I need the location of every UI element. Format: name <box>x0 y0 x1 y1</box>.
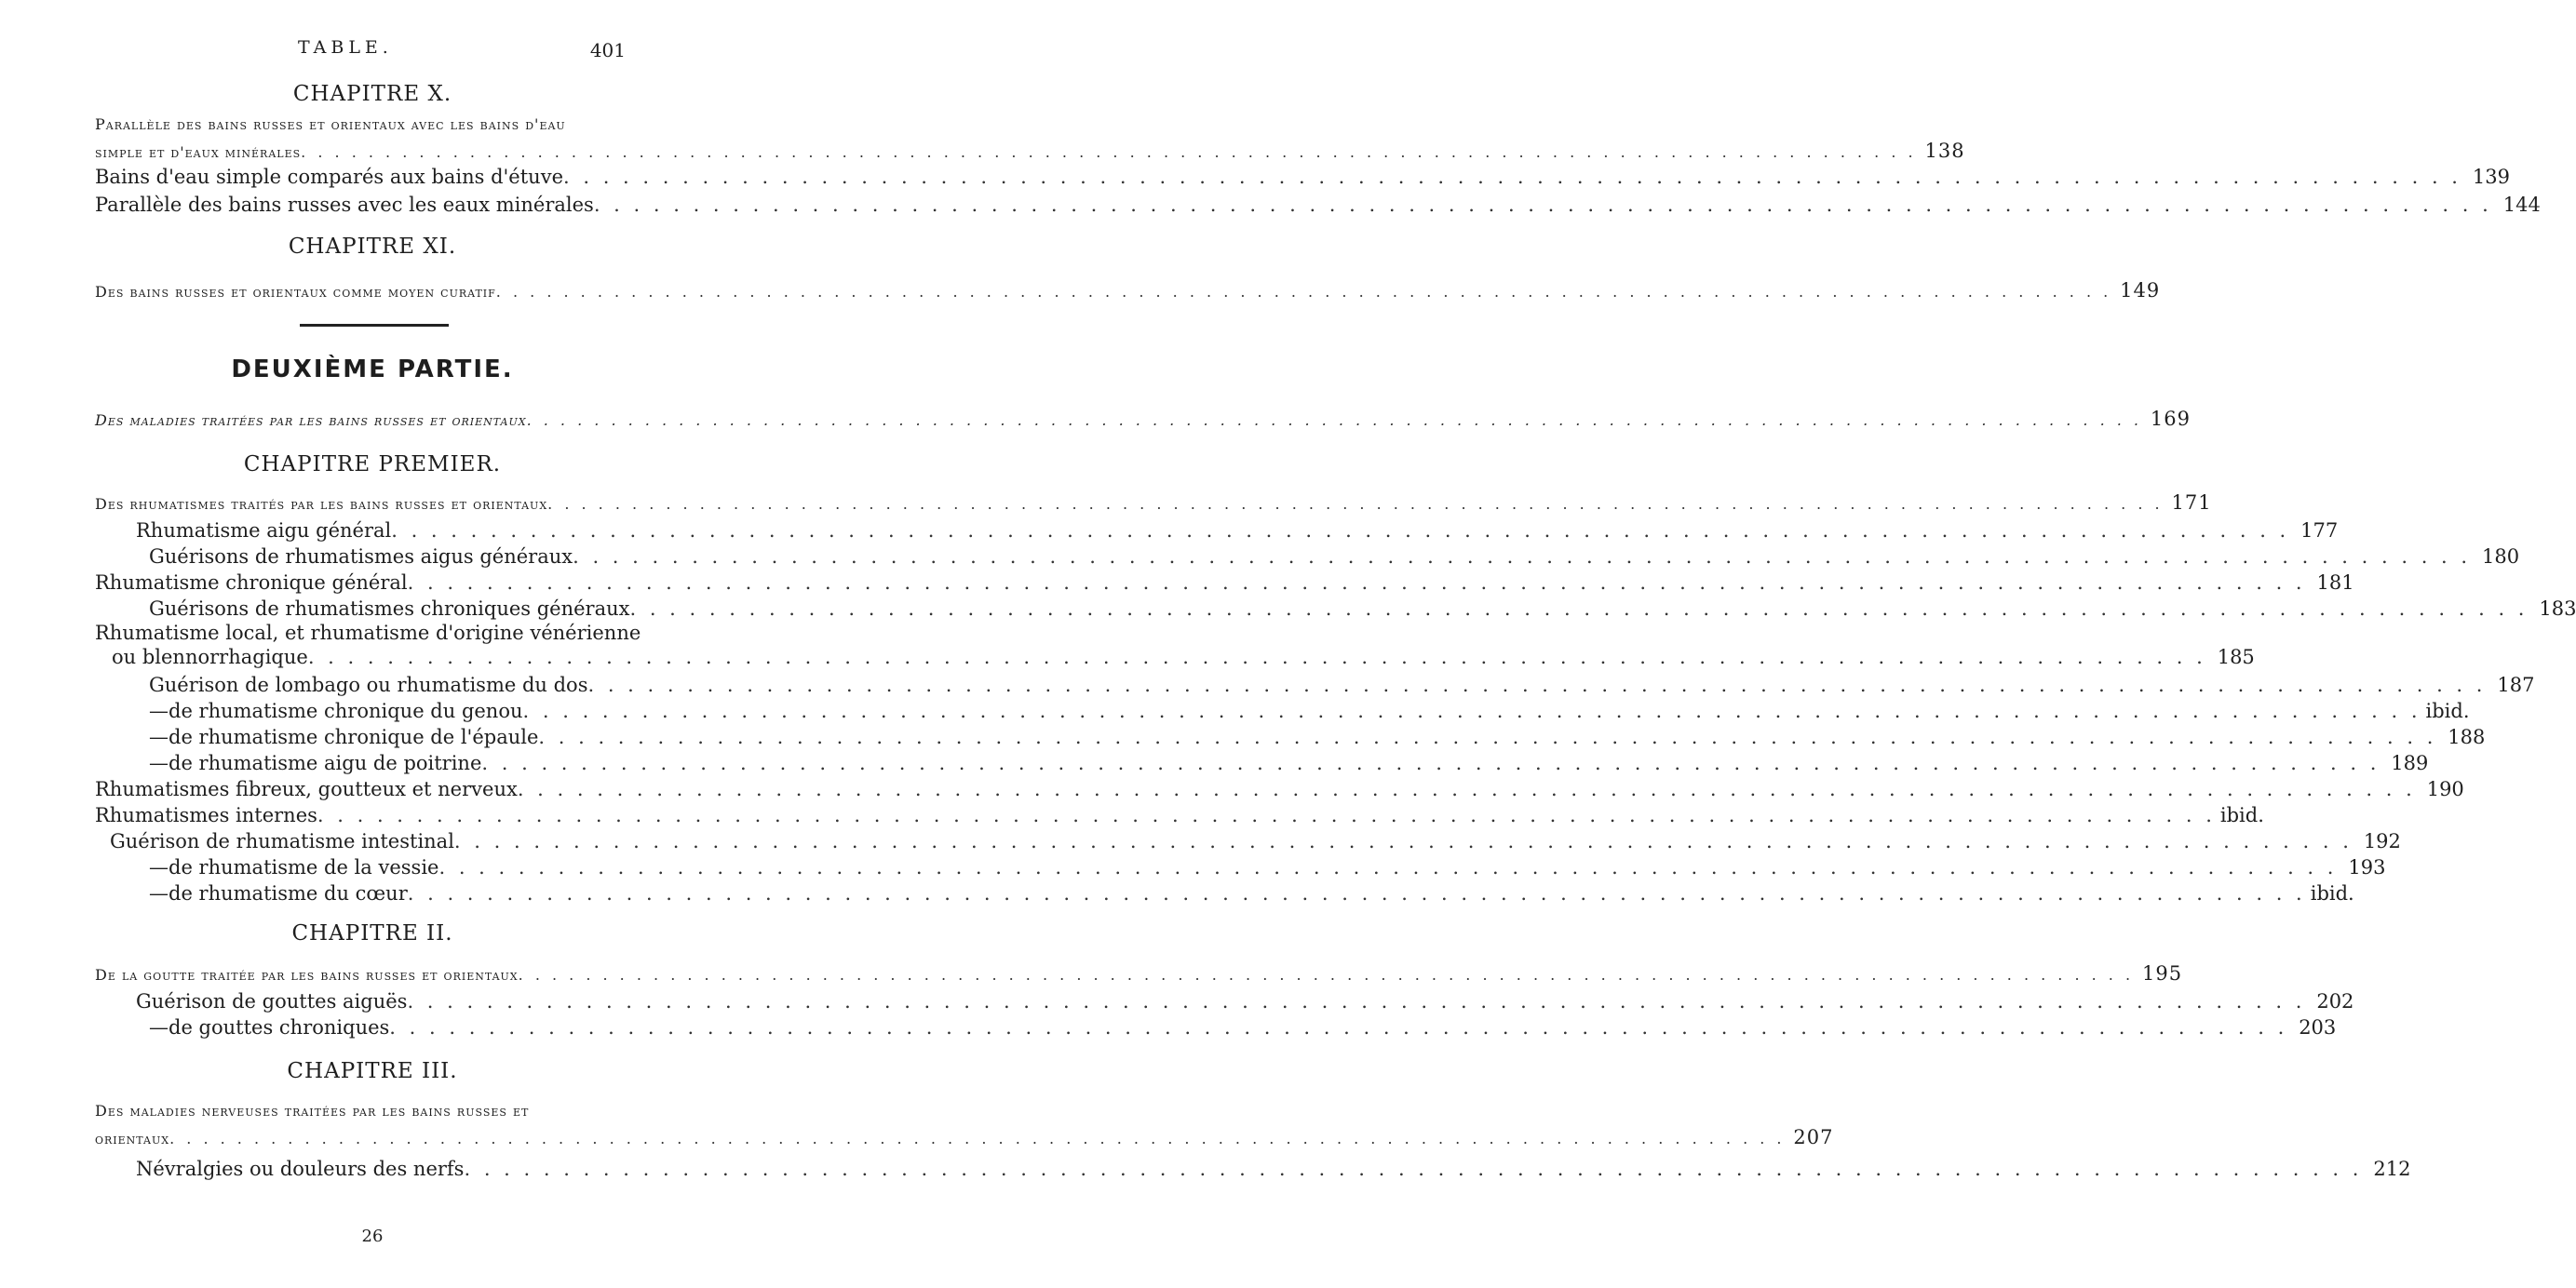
toc-entry <box>149 597 2576 620</box>
leader-dots <box>408 571 2306 594</box>
toc-entry <box>95 804 2264 826</box>
toc-entry-page: 144 <box>2502 194 2541 216</box>
toc-entry-label: de rhumatisme du cœur <box>169 882 408 905</box>
ditto-dash: — <box>149 882 169 905</box>
toc-entry-label-line1: Des maladies nerveuses traitées par les bains russes et <box>95 1102 530 1120</box>
ditto-dash: — <box>149 700 169 722</box>
toc-entry-label-line1: Rhumatisme local, et rhumatisme d'origine vénérienne <box>95 622 641 644</box>
toc-entry <box>95 140 1965 162</box>
leader-dots <box>407 990 2305 1013</box>
toc-entry-page: 171 <box>2171 491 2212 514</box>
leader-dots <box>317 804 2216 826</box>
toc-entry-label: Parallèle des bains russes avec les eaux minérales <box>95 194 594 216</box>
toc-entry-page: 185 <box>2217 646 2255 668</box>
toc-entry <box>95 491 2212 514</box>
toc-entry <box>95 1126 1834 1148</box>
toc-entry-label: Guérison de lombago ou rhumatisme du dos <box>149 674 588 696</box>
toc-entry-page: 177 <box>2300 519 2339 542</box>
toc-entry-page: 189 <box>2391 752 2429 774</box>
toc-entry-label: Bains d'eau simple comparés aux bains d'étuve <box>95 166 563 188</box>
toc-entry <box>149 1016 2337 1039</box>
toc-entry-label-line2: simple et d'eaux minérales <box>95 143 302 161</box>
toc-entry-label: de rhumatisme aigu de poitrine <box>169 752 482 774</box>
toc-entry-label: Des bains russes et orientaux comme moyen curatif <box>95 283 496 301</box>
toc-entry-page: 169 <box>2150 408 2191 430</box>
leader-dots <box>438 856 2337 879</box>
toc-entry <box>95 571 2354 594</box>
ditto-dash: — <box>149 752 169 774</box>
toc-entry-label: Névralgies ou douleurs des nerfs <box>136 1158 465 1180</box>
toc-entry-page: 193 <box>2348 856 2386 879</box>
page-header <box>0 37 745 69</box>
leader-dots <box>481 752 2380 774</box>
toc-entry-label: de rhumatisme de la vessie <box>169 856 439 879</box>
toc-entry-page: 188 <box>2448 726 2486 748</box>
leader-dots <box>573 545 2471 568</box>
toc-entry-page: 180 <box>2481 545 2520 568</box>
toc-entry-page: 207 <box>1793 1126 1834 1148</box>
toc-entry-page: ibid. <box>2425 700 2470 722</box>
toc-entry-label: Guérison de rhumatisme intestinal <box>110 830 454 852</box>
toc-entry <box>95 408 2191 430</box>
toc-entry <box>95 166 2510 188</box>
toc-entry-label: Guérison de gouttes aiguës <box>136 990 408 1013</box>
leader-dots <box>389 1016 2287 1039</box>
toc-entry-label: de rhumatisme chronique de l'épaule <box>169 726 539 748</box>
ditto-dash: — <box>149 1016 169 1039</box>
leader-dots <box>594 194 2492 216</box>
signature-mark: 26 <box>361 1227 384 1246</box>
toc-entry-page: ibid. <box>2219 804 2264 826</box>
toc-entry <box>149 700 2470 722</box>
toc-entry-page: ibid. <box>2310 882 2354 905</box>
toc-entry-label: Rhumatisme aigu général <box>136 519 392 542</box>
part-title: DEUXIÈME PARTIE. <box>231 356 514 383</box>
leader-dots <box>464 1158 2362 1180</box>
toc-entry-page: 190 <box>2426 778 2464 800</box>
toc-entry <box>149 752 2429 774</box>
toc-entry-page: 149 <box>2120 279 2161 302</box>
toc-entry-page: 183 <box>2539 597 2576 620</box>
toc-entry-label-line2: ou blennorrhagique <box>112 646 308 668</box>
toc-entry-label: de gouttes chroniques <box>169 1016 390 1039</box>
toc-entry <box>95 962 2183 985</box>
toc-entry <box>95 279 2161 302</box>
toc-entry <box>136 1158 2411 1180</box>
toc-entry-page: 195 <box>2141 962 2183 985</box>
chapter-x-title: CHAPITRE X. <box>292 82 452 106</box>
toc-entry <box>136 519 2339 542</box>
leader-dots <box>629 597 2528 620</box>
toc-entry-label-line2: orientaux <box>95 1130 170 1147</box>
toc-entry <box>112 646 2255 668</box>
toc-entry <box>110 830 2401 852</box>
toc-entry-label: Guérisons de rhumatismes aigus généraux <box>149 545 573 568</box>
toc-entry <box>149 545 2520 568</box>
toc-entry <box>149 726 2486 748</box>
page-number: 401 <box>589 39 626 61</box>
ditto-dash: — <box>149 726 169 748</box>
chapter-xi-title: CHAPITRE XI. <box>288 235 457 259</box>
toc-entry-page: 139 <box>2472 166 2510 188</box>
toc-entry-page: 212 <box>2373 1158 2411 1180</box>
toc-entry <box>95 778 2464 800</box>
leader-dots <box>408 882 2306 905</box>
leader-dots <box>547 495 2163 513</box>
toc-entry-label: Rhumatisme chronique général <box>95 571 408 594</box>
toc-entry-page: 187 <box>2497 674 2535 696</box>
leader-dots <box>563 166 2461 188</box>
chapter-2-title: CHAPITRE II. <box>291 921 453 946</box>
toc-entry-label: Des rhumatismes traités par les bains russes et orientaux <box>95 495 548 513</box>
toc-entry-label: de rhumatisme chronique du genou <box>169 700 523 722</box>
toc-entry-page: 192 <box>2363 830 2401 852</box>
leader-dots <box>518 778 2416 800</box>
leader-dots <box>308 646 2206 668</box>
toc-entry <box>136 990 2354 1013</box>
toc-entry <box>149 674 2535 696</box>
leader-dots <box>587 674 2486 696</box>
toc-entry-label: Guérisons de rhumatismes chroniques généraux <box>149 597 630 620</box>
leader-dots <box>538 726 2436 748</box>
toc-entry-page: 181 <box>2316 571 2354 594</box>
toc-entry-label-line1: Parallèle des bains russes et orientaux avec les bains d'eau <box>95 115 566 133</box>
ditto-dash: — <box>149 856 169 879</box>
toc-entry-label: Rhumatismes fibreux, goutteux et nerveux <box>95 778 518 800</box>
toc-entry-page: 138 <box>1924 140 1965 162</box>
toc-entry <box>95 194 2541 216</box>
chapter-1-title: CHAPITRE PREMIER. <box>243 452 502 476</box>
toc-entry-page: 202 <box>2316 990 2354 1013</box>
toc-entry-label: De la goutte traitée par les bains russes et orientaux <box>95 966 519 984</box>
toc-entry-label: Rhumatismes internes <box>95 804 317 826</box>
running-title: TABLE. <box>298 37 393 58</box>
leader-dots <box>169 1130 1785 1147</box>
chapter-3-title: CHAPITRE III. <box>287 1059 458 1083</box>
toc-entry <box>149 856 2386 879</box>
toc-entry-label: Des maladies traitées par les bains russes et orientaux <box>95 411 527 429</box>
leader-dots <box>519 966 2134 984</box>
leader-dots <box>301 143 1916 161</box>
toc-entry <box>149 882 2354 905</box>
leader-dots <box>523 700 2421 722</box>
leader-dots <box>496 283 2111 301</box>
leader-dots <box>391 519 2289 542</box>
leader-dots <box>527 411 2142 429</box>
section-rule <box>300 324 449 327</box>
leader-dots <box>454 830 2353 852</box>
toc-entry-page: 203 <box>2299 1016 2337 1039</box>
